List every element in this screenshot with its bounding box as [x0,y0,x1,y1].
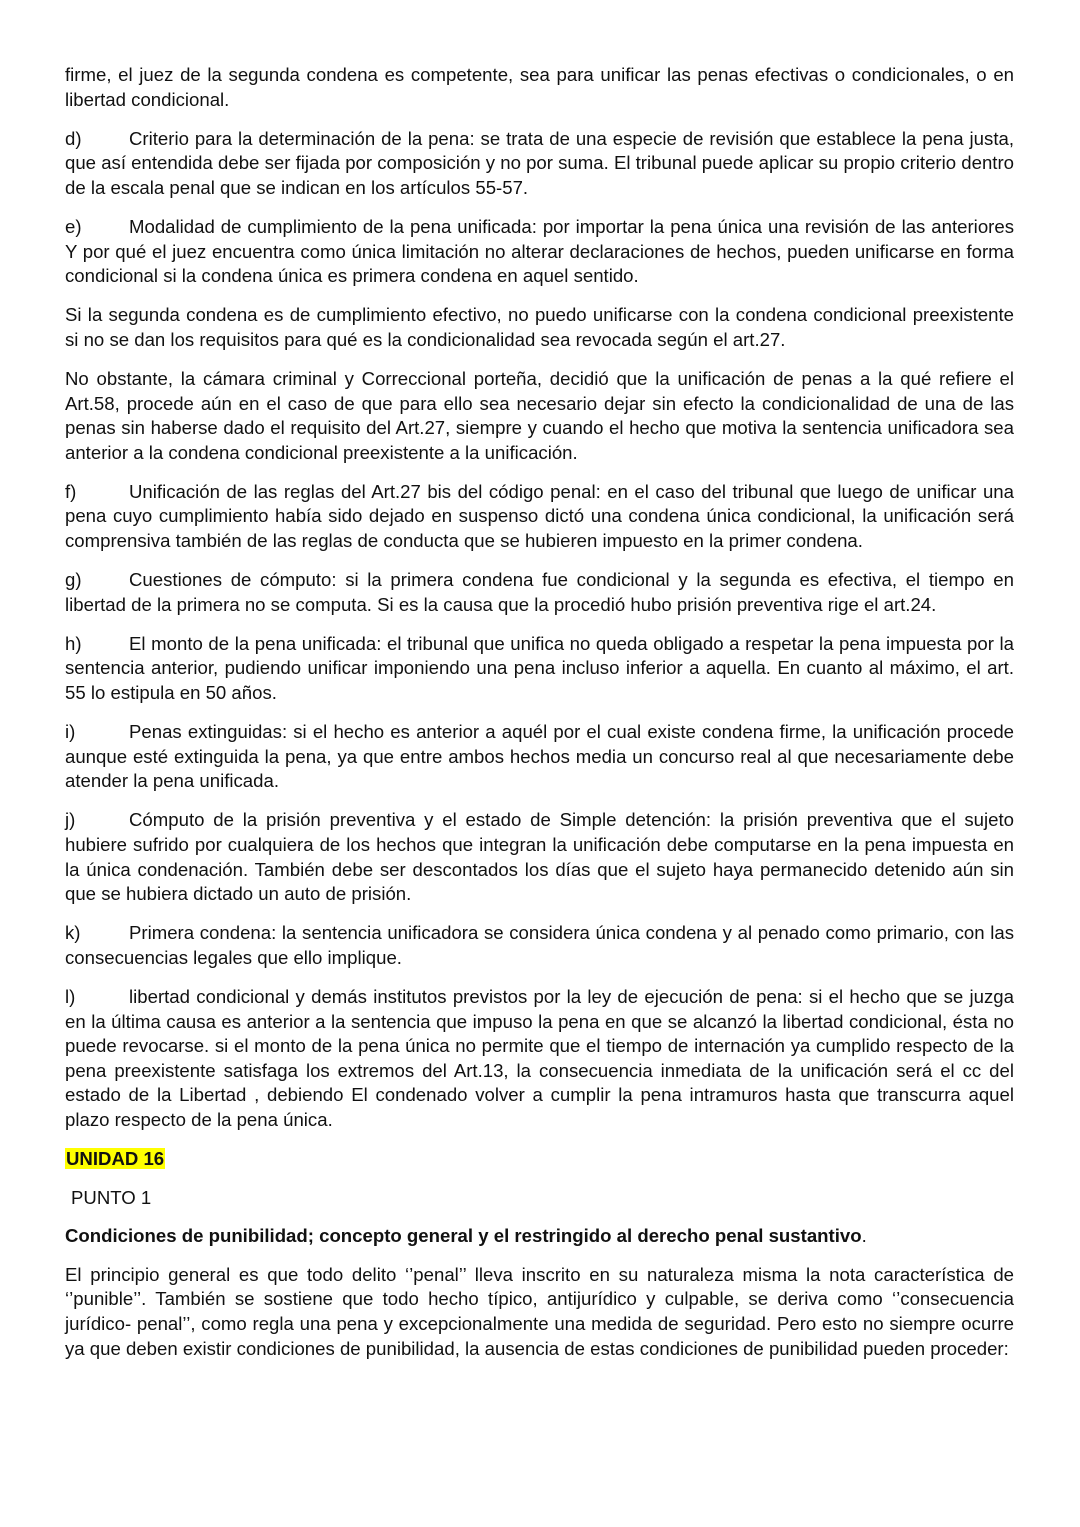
list-marker: l) [65,985,76,1007]
unit-title [65,1147,1014,1172]
list-item [65,632,1014,706]
list-item-text: Cuestiones de cómputo: si la primera condena fue condicional y la segunda es efectiva, el tiempo en libertad de la primera no se computa. Si es la causa que la procedió hubo prisión preventiva rige el art.24. [65,569,1014,615]
section-heading-text: Condiciones de punibilidad; concepto general y el restringido al derecho penal sustantivo [65,1225,862,1247]
list-item-text: libertad condicional y demás institutos previstos por la ley de ejecución de pena: si el hecho que se juzga en la última causa es anterior a la sentencia que impuso la pena en que se alcanzó la libertad condicional, ésta no puede revocarse. si el monto de la pena única no permite que el tiempo de internación ya cumplido respecto de la pena preexistente satisfaga los extremos del Art.13, la consecuencia inmediata de la unificación será el cc del estado de la Libertad , debiendo El condenado volver a cumplir la pena intramuros hasta que transcurra aquel plazo respecto de la pena única. [65,985,1014,1130]
list-item [65,480,1014,554]
list-item [65,568,1014,617]
list-marker: d) [65,127,82,149]
list-items-f-l [65,480,1014,1133]
document-page [65,63,1014,1376]
list-item-text: El monto de la pena unificada: el tribunal que unifica no queda obligado a respetar la pena impuesta por la sentencia anterior, pudiendo unificar imponiendo una pena incluso inferior a aquella. En cuanto al máximo, el art. 55 lo estipula en 50 años. [65,632,1014,703]
list-marker: k) [65,922,81,944]
list-item-text: Primera condena: la sentencia unificadora se considera única condena y al penado como primario, con las consecuencias legales que ello implique. [65,922,1014,968]
paragraph: Si la segunda condena es de cumplimiento efectivo, no puedo unificarse con la condena condicional preexistente si no se dan los requisitos para qué es la condicionalidad sea revocada según el art.27. [65,304,1014,350]
section-heading [65,1224,1014,1249]
list-marker: e) [65,215,82,237]
section-heading-end: . [861,1225,867,1247]
list-marker: h) [65,632,82,654]
unit-title-highlight: UNIDAD 16 [66,1147,165,1169]
list-marker: j) [65,809,76,831]
list-marker: i) [65,721,76,743]
list-item [65,921,1014,970]
list-item-text: Penas extinguidas: si el hecho es anterior a aquél por el cual existe condena firme, la unificación procede aunque esté extinguida la pena, ya que entre ambos hechos media un concurso real al que necesariamente debe atender la pena unificada. [65,721,1014,792]
point-label: PUNTO 1 [71,1186,152,1208]
paragraph: No obstante, la cámara criminal y Correccional porteña, decidió que la unificación de penas a la qué refiere el Art.58, procede aún en el caso de que para ello sea necesario dejar sin efecto la condicionalidad de una de las penas sin haberse dado el requisito del Art.27, siempre y cuando el hecho que motiva la sentencia unificadora sea anterior a la condena condicional preexistente a la unificación. [65,367,1014,463]
list-item [65,720,1014,794]
intro-continuation: firme, el juez de la segunda condena es competente, sea para unificar las penas efectivas o condicionales, o en libertad condicional. [65,64,1014,110]
list-item [65,127,1014,201]
list-item [65,808,1014,906]
final-paragraph: El principio general es que todo delito ‘’penal’’ lleva inscrito en su naturaleza misma la nota característica de ‘’punible’’. También se sostiene que todo hecho típico, antijurídico y culpable, se deriva como ‘’consecuencia jurídico- penal’’, como regla una pena y excepcionalmente una medida de seguridad. Pero esto no siempre ocurre ya que deben existir condiciones de punibilidad, la ausencia de estas condiciones de punibilidad pueden proceder: [65,1263,1014,1359]
list-items-d-e [65,127,1014,289]
list-item [65,985,1014,1133]
list-marker: f) [65,480,77,502]
list-marker: g) [65,569,82,591]
list-item [65,215,1014,289]
list-item-text: Criterio para la determinación de la pena: se trata de una especie de revisión que establece la pena justa, que así entendida debe ser fijada por composición y no por suma. El tribunal puede aplicar su propio criterio dentro de la escala penal que se indican en los artículos 55-57. [65,127,1014,198]
list-item-text: Cómputo de la prisión preventiva y el estado de Simple detención: la prisión preventiva que el sujeto hubiere sufrido por cualquiera de los hechos que integran la unificación debe computarse en la pena impuesta en la única condenación. También debe ser descontados los días que el sujeto haya permanecido detenido aún sin que se hubiera dictado un auto de prisión. [65,809,1014,905]
list-item-text: Modalidad de cumplimiento de la pena unificada: por importar la pena única una revisión de las anteriores Y por qué el juez encuentra como única limitación no alterar declaraciones de hechos, pueden unificarse en forma condicional si la condena única es primera condena en aquel sentido. [65,215,1014,287]
list-item-text: Unificación de las reglas del Art.27 bis del código penal: en el caso del tribunal que luego de unificar una pena cuyo cumplimiento había sido dejado en suspenso dictó una condena única condicional, la unificación será comprensiva también de las reglas de conducta que se hubieren impuesto en la primer condena. [65,480,1014,551]
